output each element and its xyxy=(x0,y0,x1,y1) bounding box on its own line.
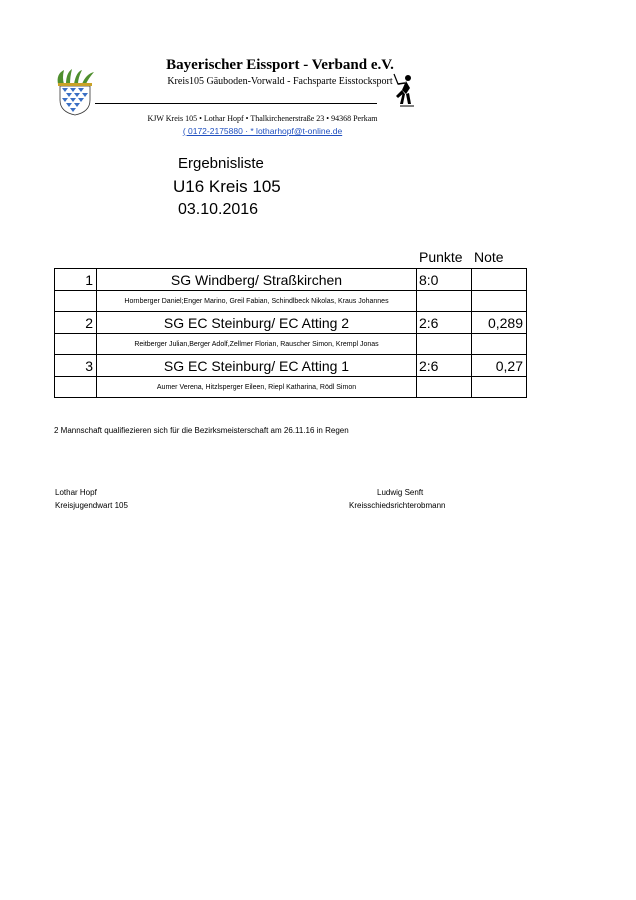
signature-left-role: Kreisjugendwart 105 xyxy=(55,501,128,510)
empty-cell xyxy=(417,334,472,355)
signature-right-role: Kreisschiedsrichterobmann xyxy=(349,501,446,510)
empty-cell xyxy=(417,291,472,312)
team-cell: SG EC Steinburg/ EC Atting 2 xyxy=(97,312,417,334)
empty-cell xyxy=(55,377,97,398)
table-row xyxy=(55,312,527,334)
note-cell xyxy=(472,269,527,291)
column-header-note: Note xyxy=(474,249,504,265)
rank-cell: 3 xyxy=(55,355,97,377)
empty-cell xyxy=(55,291,97,312)
empty-cell xyxy=(472,334,527,355)
table-row-members xyxy=(55,377,527,398)
team-cell: SG EC Steinburg/ EC Atting 1 xyxy=(97,355,417,377)
qualification-remark: 2 Mannschaft qualifiezieren sich für die Bezirksmeisterschaft am 26.11.16 in Regen xyxy=(54,426,349,435)
bavarian-crest-icon xyxy=(52,68,98,116)
contact-link[interactable]: ( 0172-2175880 · * lotharhopf@t-online.de xyxy=(182,126,343,136)
team-cell: SG Windberg/ Straßkirchen xyxy=(97,269,417,291)
empty-cell xyxy=(472,291,527,312)
header-divider xyxy=(95,103,377,104)
org-name: Bayerischer Eissport - Verband e.V. xyxy=(166,57,394,73)
results-table xyxy=(54,268,527,398)
title-category: U16 Kreis 105 xyxy=(173,177,281,196)
curler-athlete-icon xyxy=(388,72,418,110)
note-cell: 0,289 xyxy=(472,312,527,334)
note-cell: 0,27 xyxy=(472,355,527,377)
empty-cell xyxy=(472,377,527,398)
title-date: 03.10.2016 xyxy=(178,201,259,218)
empty-cell xyxy=(417,377,472,398)
table-row-members xyxy=(55,334,527,355)
table-row xyxy=(55,269,527,291)
rank-cell: 2 xyxy=(55,312,97,334)
column-header-points: Punkte xyxy=(419,249,463,265)
org-subtitle: Kreis105 Gäuboden-Vorwald - Fachsparte Eisstocksport xyxy=(167,76,393,87)
rank-cell: 1 xyxy=(55,269,97,291)
points-cell: 2:6 xyxy=(417,312,472,334)
table-row xyxy=(55,355,527,377)
members-cell: Aumer Verena, Hitzlsperger Eileen, Riepl Katharina, Rödl Simon xyxy=(97,377,417,398)
empty-cell xyxy=(55,334,97,355)
signature-left-name: Lothar Hopf xyxy=(55,488,97,497)
points-cell: 2:6 xyxy=(417,355,472,377)
table-row-members xyxy=(55,291,527,312)
title-ergebnisliste: Ergebnisliste xyxy=(178,155,264,172)
members-cell: Reitberger Julian,Berger Adolf,Zellmer Florian, Rauscher Simon, Krempl Jonas xyxy=(97,334,417,355)
points-cell: 8:0 xyxy=(417,269,472,291)
signature-right-name: Ludwig Senft xyxy=(377,488,424,497)
members-cell: Hornberger Daniel;Enger Marino, Greil Fabian, Schindlbeck Nikolas, Kraus Johannes xyxy=(97,291,417,312)
address-line: KJW Kreis 105 • Lothar Hopf • Thalkirchenerstraße 23 • 94368 Perkam xyxy=(147,114,378,123)
